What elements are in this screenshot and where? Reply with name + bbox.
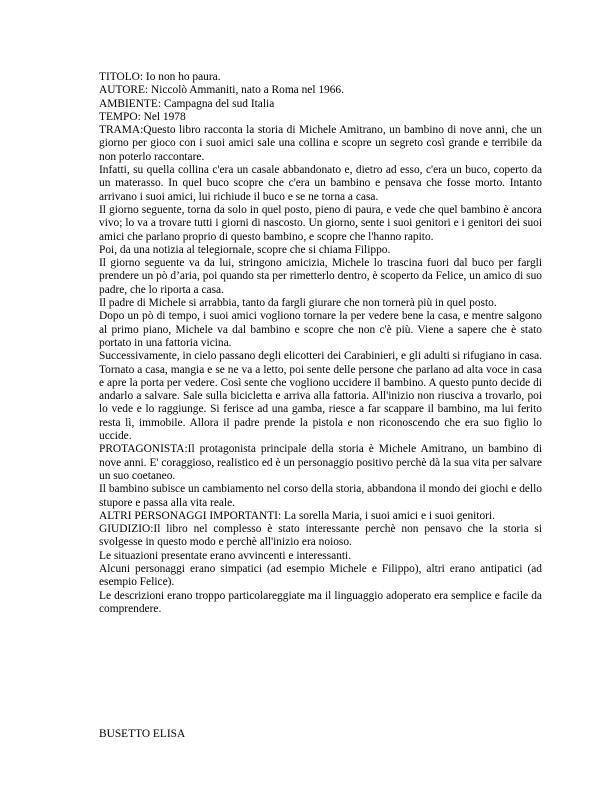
plot-paragraph: Il padre di Michele si arrabbia, tanto da fargli giurare che non tornerà più in quel posto. [99, 297, 497, 310]
judgement-paragraph: Alcuni personaggi erano simpatici (ad esempio Michele e Filippo), altri erano antipatici (ad esempio Felice). [99, 562, 542, 589]
author-signature: BUSETTO ELISA [99, 728, 186, 740]
plot-paragraph: Il giorno seguente, torna da solo in quel posto, pieno di paura, e vede che quel bambino è ancora vivo; lo va a trovare tutti i giorni di nascosto. Un giorno, sente i suoi genitori e i genitori dei suoi amici che parlano proprio di questo bambino, e scopre che l'hanno rapito. [99, 203, 542, 243]
judgement-paragraph: Le situazioni presentate erano avvincenti e interessanti. [99, 549, 352, 562]
plot-paragraph: Il giorno seguente va da lui, stringono amicizia, Michele lo trascina fuori dal buco per fargli prendere un pò d’aria, poi quando sta per rimetterlo dentro, è scoperto da Felice, un amico di suo padre, che lo riporta a casa. [99, 257, 542, 296]
protagonist-paragraph: Il bambino subisce un cambiamento nel corso della storia, abbandona il mondo dei giochi e dello stupore e passa alla vita reale. [99, 483, 542, 509]
plot-paragraph: TRAMA:Questo libro racconta la storia di Michele Amitrano, un bambino di nove anni, che un giorno per gioco con i suoi amici sale una collina e scopre un segreto così grande e terribile da non poterlo raccontare. [99, 124, 542, 163]
plot-paragraph: Dopo un pò di tempo, i suoi amici vogliono tornare la per vedere bene la casa, e mentre salgono al primo piano, Michele va dal bambino e scopre che non c'è più. Viene a sapere che è stato portato in una fattoria vicina. [99, 310, 542, 349]
plot-paragraph: Successivamente, in cielo passano degli elicotteri dei Carabinieri, e gli adulti si rifugiano in casa. Tornato a casa, mangia e se ne va a letto, poi sente delle persone che parlano ad alta voce in casa e apre la porta per vedere. Così sente che vogliono uccidere il bambino. A questo punto decide di andarlo a salvare. Sale sulla bicicletta e arriva alla fattoria. All'inizio non riusciva a trovarlo, poi lo vede e lo raggiunge. Si ferisce ad una gamba, riesce a far scappare il bambino, ma lui ferito resta lì, immobile. Allora il padre prende la pistola e non riconoscendo che era suo figlio lo uccide. [99, 350, 542, 443]
other-characters-line: ALTRI PERSONAGGI IMPORTANTI: La sorella Maria, i suoi amici e i suoi genitori. [99, 509, 495, 522]
title-line: TITOLO: Io non ho paura. [99, 71, 221, 83]
setting-line: AMBIENTE: Campagna del sud Italia [99, 97, 275, 110]
judgement-paragraph: GIUDIZIO:Il libro nel complesso è stato interessante perchè non pensavo che la storia si svolgesse in questo modo e perchè all'inizio era noioso. [99, 523, 542, 549]
plot-paragraph: Infatti, su quella collina c'era un casale abbandonato e, dietro ad esso, c'era un buco, coperto da un materasso. In quel buco scopre che c'era un bambino e pensava che fosse morto. Intanto arrivano i suoi amici, lui richiude il buco e se ne torna a casa. [99, 164, 542, 203]
protagonist-paragraph: PROTAGONISTA:Il protagonista principale della storia è Michele Amitrano, un bambino di nove anni. E' coraggioso, realistico ed è un personaggio positivo perchè dà la sua vita per salvare un suo coetaneo. [99, 443, 542, 482]
author-line: AUTORE: Niccolò Ammaniti, nato a Roma nel 1966. [99, 84, 344, 97]
plot-paragraph: Poi, da una notizia al telegiornale, scopre che si chiama Filippo. [99, 243, 391, 256]
time-line: TEMPO: Nel 1978 [99, 110, 186, 123]
judgement-paragraph: Le descrizioni erano troppo particolareggiate ma il linguaggio adoperato era semplice e facile da comprendere. [99, 589, 542, 615]
document-body [99, 71, 542, 616]
